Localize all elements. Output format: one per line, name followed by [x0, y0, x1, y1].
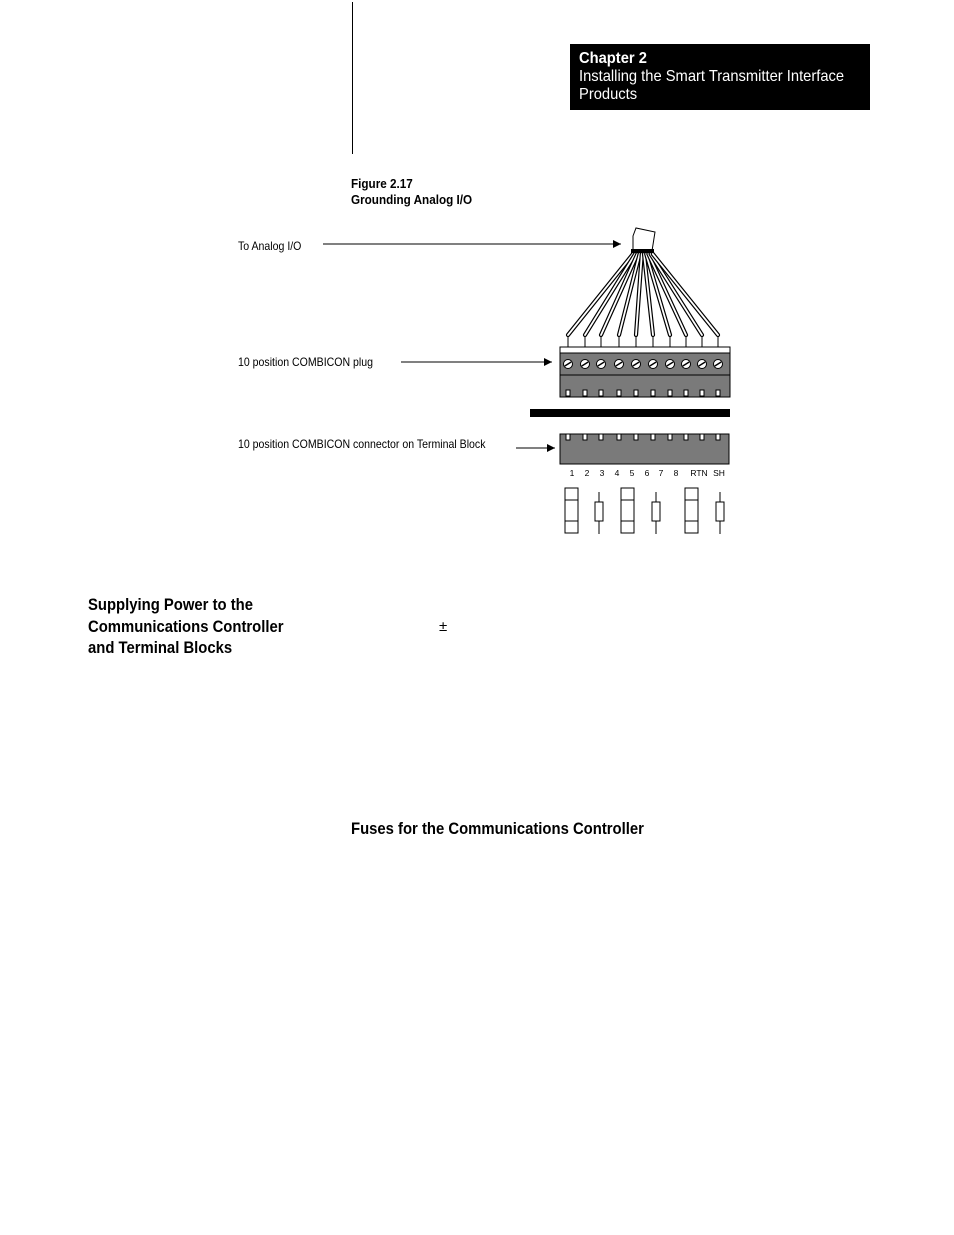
connector-pin-5: [634, 434, 638, 440]
connector-pin-3: [599, 434, 603, 440]
section-heading: [88, 595, 284, 660]
chapter-title-line1: Installing the Smart Transmitter Interface: [579, 68, 845, 85]
plug-pin-1: [566, 390, 570, 396]
connector-pin-1: [566, 434, 570, 440]
terminal-label-3: 3: [599, 468, 605, 478]
connector-pin-7: [668, 434, 672, 440]
resistor-1: [595, 492, 603, 534]
section-heading-line2: Communications Controller: [88, 617, 284, 636]
plus-minus-symbol: ±: [439, 618, 448, 635]
terminal-label-7: 7: [658, 468, 664, 478]
figure-number: Figure 2.17: [351, 176, 413, 191]
subsection-heading: Fuses for the Communications Controller: [351, 820, 644, 838]
label-connector: 10 position COMBICON connector on Terminal Block: [238, 437, 486, 451]
grounding-diagram: [0, 0, 954, 560]
chapter-title-line2: Products: [579, 86, 638, 103]
resistor-2: [652, 492, 660, 534]
cable-jacket: [631, 228, 655, 254]
terminal-label-6: 6: [644, 468, 650, 478]
terminal-labels: [570, 468, 725, 478]
terminal-label-4: 4: [614, 468, 620, 478]
section-heading-line3: and Terminal Blocks: [88, 639, 233, 657]
terminal-label-8: 8: [673, 468, 679, 478]
wire-fan: [568, 254, 718, 347]
plug-pin-6: [651, 390, 655, 396]
plug-pin-4: [617, 390, 621, 396]
terminal-label-2: 2: [584, 468, 590, 478]
connector-pin-2: [583, 434, 587, 440]
fuse-3: [685, 488, 698, 533]
fuse-2: [621, 488, 634, 533]
terminal-label-1: 1: [569, 468, 575, 478]
terminal-components: [565, 488, 724, 534]
connector-pin-6: [651, 434, 655, 440]
terminal-label-rtn: RTN: [690, 468, 708, 478]
plug-pin-10: [716, 390, 720, 396]
plug-pin-5: [634, 390, 638, 396]
terminal-label-5: 5: [629, 468, 635, 478]
fuse-1: [565, 488, 578, 533]
plug-pin-8: [684, 390, 688, 396]
terminal-label-sh: SH: [713, 468, 725, 478]
separator-bar: [530, 409, 730, 417]
connector-pin-10: [716, 434, 720, 440]
chapter-number: Chapter 2: [579, 50, 647, 67]
connector-pin-8: [684, 434, 688, 440]
figure-title: Grounding Analog I/O: [351, 192, 473, 207]
plug-pin-2: [583, 390, 587, 396]
connector-pin-4: [617, 434, 621, 440]
plug-pin-9: [700, 390, 704, 396]
section-heading-line1: Supplying Power to the: [88, 596, 254, 614]
label-to-analog: To Analog I/O: [238, 239, 302, 253]
plug-pin-7: [668, 390, 672, 396]
label-plug: 10 position COMBICON plug: [238, 355, 373, 369]
resistor-3: [716, 492, 724, 534]
connector-pin-9: [700, 434, 704, 440]
plug-pin-3: [599, 390, 603, 396]
